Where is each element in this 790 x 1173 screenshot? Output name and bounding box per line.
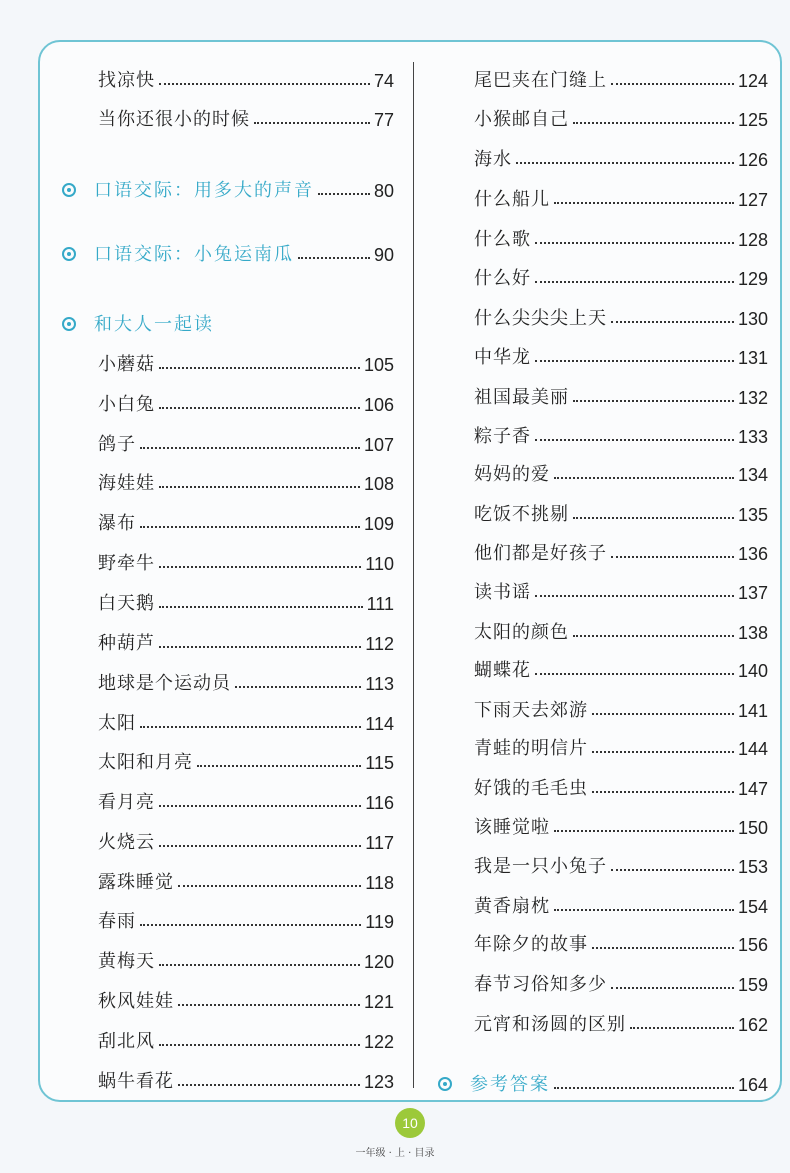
toc-page-number: 120 [363,952,394,972]
dot-leader [611,869,734,871]
dot-leader [159,566,361,568]
toc-title: 读书谣 [474,582,531,603]
toc-page-number: 140 [737,661,768,681]
dot-leader [159,964,360,966]
toc-entry-row[interactable] [438,770,768,800]
dot-leader [535,673,734,675]
toc-entry-row[interactable] [62,585,394,615]
dot-leader [554,830,734,832]
toc-page-number: 138 [737,623,768,643]
toc-page-number: 133 [737,427,768,447]
dot-leader [630,1027,734,1029]
toc-page-number: 77 [373,110,394,130]
toc-page-number: 127 [737,190,768,210]
toc-page-number: 114 [365,714,394,734]
dot-leader [159,1044,360,1046]
toc-section-row[interactable] [62,236,394,266]
toc-title: 黄梅天 [98,951,155,972]
toc-title: 蝴蝶花 [474,660,531,681]
toc-entry-row[interactable] [438,1006,768,1036]
toc-entry-row[interactable] [438,848,768,878]
toc-entry-row[interactable] [438,181,768,211]
toc-page-number: 129 [737,269,768,289]
dot-leader [159,407,360,409]
dot-leader [140,924,361,926]
toc-entry-row[interactable] [62,545,394,575]
dot-leader [159,367,360,369]
dot-leader [318,193,370,195]
toc-entry-row[interactable] [438,926,768,956]
toc-title: 看月亮 [98,792,155,813]
circle-bullet-icon [62,317,76,331]
toc-page-number: 162 [737,1015,768,1035]
toc-title: 什么歌 [474,229,531,250]
toc-title: 找凉快 [98,70,155,91]
toc-title: 种葫芦 [98,633,155,654]
dot-leader [535,242,734,244]
toc-title: 小白兔 [98,394,155,415]
dot-leader [535,281,734,283]
dot-leader [178,1004,360,1006]
dot-leader [178,1084,360,1086]
toc-page-number: 154 [737,897,768,917]
dot-leader [159,845,361,847]
dot-leader [611,556,734,558]
toc-entry-row[interactable] [438,221,768,251]
toc-page-number: 109 [363,514,394,534]
toc-entry-row[interactable] [438,300,768,330]
toc-title: 太阳和月亮 [98,752,193,773]
column-divider [413,62,414,1088]
dot-leader [573,635,734,637]
toc-entry-row[interactable] [438,496,768,526]
toc-entry-row[interactable] [62,1023,394,1053]
toc-title: 小蘑菇 [98,354,155,375]
dot-leader [159,83,370,85]
toc-entry-row[interactable] [438,966,768,996]
toc-page-number: 119 [365,912,394,932]
toc-entry-row[interactable] [62,824,394,854]
toc-entry-row[interactable] [438,692,768,722]
toc-page-number: 144 [737,739,768,759]
toc-page-number: 80 [373,181,394,201]
toc-page-number: 126 [737,150,768,170]
dot-leader [197,765,361,767]
section-label: 口语交际：小兔运南瓜 [94,244,294,265]
dot-leader [140,726,361,728]
toc-entry-row[interactable] [62,983,394,1013]
toc-entry-row[interactable] [62,744,394,774]
toc-entry-row[interactable] [62,426,394,456]
toc-entry-row[interactable] [62,903,394,933]
toc-page-number: 123 [363,1072,394,1092]
dot-leader [535,439,734,441]
dot-leader [159,805,361,807]
toc-page-number: 107 [363,435,394,455]
toc-entry-row[interactable] [438,809,768,839]
toc-page-number: 122 [363,1032,394,1052]
toc-entry-row[interactable] [438,456,768,486]
toc-entry-row[interactable] [62,665,394,695]
toc-page-number: 115 [365,753,394,773]
toc-page-number: 111 [366,594,394,614]
dot-leader [140,526,360,528]
toc-page-number: 141 [737,701,768,721]
toc-title: 露珠睡觉 [98,872,174,893]
toc-page-number: 135 [737,505,768,525]
dot-leader [611,987,734,989]
toc-page-number: 131 [737,348,768,368]
toc-entry-row[interactable] [438,260,768,290]
toc-title: 我是一只小兔子 [474,856,607,877]
toc-entry-row[interactable] [62,465,394,495]
toc-page-number: 156 [737,935,768,955]
dot-leader [573,122,734,124]
toc-title: 什么尖尖尖上天 [474,308,607,329]
toc-title: 地球是个运动员 [98,673,231,694]
dot-leader [254,122,370,124]
toc-title [62,240,294,266]
footer-caption: 一年级 · 上 · 目录 [355,1148,435,1159]
toc-title: 鸽子 [98,434,136,455]
toc-page-number: 118 [365,873,394,893]
toc-title: 该睡觉啦 [474,817,550,838]
toc-page-number: 116 [365,793,394,813]
dot-leader [298,257,370,259]
toc-page-number: 128 [737,230,768,250]
toc-title: 他们都是好孩子 [474,543,607,564]
toc-page-number: 90 [373,245,394,265]
toc-entry-row[interactable] [438,339,768,369]
toc-page-number: 134 [737,465,768,485]
toc-title: 小猴邮自己 [474,109,569,130]
toc-page-number: 113 [365,674,394,694]
toc-section-row[interactable] [62,172,394,202]
toc-title: 吃饭不挑剔 [474,504,569,525]
toc-entry-row[interactable] [62,1063,394,1093]
toc-title: 尾巴夹在门缝上 [474,70,607,91]
dot-leader [573,517,734,519]
toc-section-row[interactable] [62,306,394,336]
toc-entry-row[interactable] [438,888,768,918]
toc-entry-row[interactable] [62,864,394,894]
dot-leader [554,1087,734,1089]
toc-page-number: 147 [737,779,768,799]
dot-leader [178,885,361,887]
toc-title: 太阳的颜色 [474,622,569,643]
page-number-badge [395,1108,425,1138]
toc-title: 妈妈的爱 [474,464,550,485]
toc-page-number: 106 [363,395,394,415]
toc-entry-row[interactable] [438,652,768,682]
toc-title: 什么好 [474,268,531,289]
toc-entry-row[interactable] [62,346,394,376]
circle-bullet-icon [62,247,76,261]
toc-entry-row[interactable] [438,379,768,409]
toc-page-number: 105 [363,355,394,375]
toc-title: 海娃娃 [98,473,155,494]
dot-leader [535,595,734,597]
dot-leader [235,686,361,688]
toc-entry-row[interactable] [438,574,768,604]
section-label: 参考答案 [470,1074,550,1095]
toc-title: 秋风娃娃 [98,991,174,1012]
toc-entry-row[interactable] [438,62,768,92]
toc-entry-row[interactable] [438,614,768,644]
toc-title: 太阳 [98,713,136,734]
dot-leader [554,202,734,204]
toc-entry-row[interactable] [438,101,768,131]
toc-page-number: 150 [737,818,768,838]
toc-title: 祖国最美丽 [474,387,569,408]
toc-title: 蜗牛看花 [98,1071,174,1092]
toc-title: 粽子香 [474,426,531,447]
toc-title: 什么船儿 [474,189,550,210]
toc-entry-row[interactable] [62,784,394,814]
dot-leader [159,646,361,648]
dot-leader [592,713,734,715]
toc-section-row[interactable] [438,1066,768,1096]
toc-title: 春节习俗知多少 [474,974,607,995]
dot-leader [159,486,360,488]
toc-title: 元宵和汤圆的区别 [474,1014,626,1035]
toc-page-number: 164 [737,1075,768,1095]
toc-title: 好饿的毛毛虫 [474,778,588,799]
toc-page-number: 117 [365,833,394,853]
toc-title: 火烧云 [98,832,155,853]
toc-entry-row[interactable] [62,62,394,92]
toc-page-number: 121 [363,992,394,1012]
toc-page-number: 137 [737,583,768,603]
dot-leader [592,947,734,949]
toc-page-number: 110 [365,554,394,574]
dot-leader [592,751,734,753]
toc-page-number: 108 [363,474,394,494]
toc-page-number: 124 [737,71,768,91]
toc-title: 青蛙的明信片 [474,738,588,759]
toc-title: 下雨天去郊游 [474,700,588,721]
toc-title: 黄香扇枕 [474,896,550,917]
toc-title [438,1070,550,1096]
toc-page-number: 136 [737,544,768,564]
dot-leader [159,606,363,608]
toc-title: 刮北风 [98,1031,155,1052]
toc-page-number: 125 [737,110,768,130]
toc-entry-row[interactable] [62,943,394,973]
toc-title: 当你还很小的时候 [98,109,250,130]
toc-entry-row[interactable] [62,386,394,416]
toc-title: 野牵牛 [98,553,155,574]
toc-page-number: 130 [737,309,768,329]
toc-title: 瀑布 [98,513,136,534]
toc-entry-row[interactable] [62,625,394,655]
toc-entry-row[interactable] [438,535,768,565]
dot-leader [140,447,360,449]
toc-page-number: 74 [373,71,394,91]
toc-page-number: 112 [365,634,394,654]
circle-bullet-icon [62,183,76,197]
dot-leader [554,909,734,911]
toc-entry-row[interactable] [62,705,394,735]
section-label: 和大人一起读 [94,314,214,335]
dot-leader [535,360,734,362]
toc-entry-row[interactable] [62,505,394,535]
toc-entry-row[interactable] [438,730,768,760]
dot-leader [611,83,734,85]
toc-page-number: 132 [737,388,768,408]
page-number: 10 [402,1115,418,1131]
section-label: 口语交际：用多大的声音 [94,180,314,201]
dot-leader [611,321,734,323]
toc-entry-row[interactable] [62,101,394,131]
dot-leader [573,400,734,402]
toc-title: 春雨 [98,911,136,932]
toc-title [62,310,214,336]
toc-title [62,176,314,202]
dot-leader [554,477,734,479]
toc-page-number: 159 [737,975,768,995]
circle-bullet-icon [438,1077,452,1091]
toc-page-number: 153 [737,857,768,877]
dot-leader [592,791,734,793]
toc-entry-row[interactable] [438,141,768,171]
toc-title: 年除夕的故事 [474,934,588,955]
toc-title: 白天鹅 [98,593,155,614]
toc-title: 中华龙 [474,347,531,368]
toc-title: 海水 [474,149,512,170]
toc-entry-row[interactable] [438,418,768,448]
dot-leader [516,162,734,164]
